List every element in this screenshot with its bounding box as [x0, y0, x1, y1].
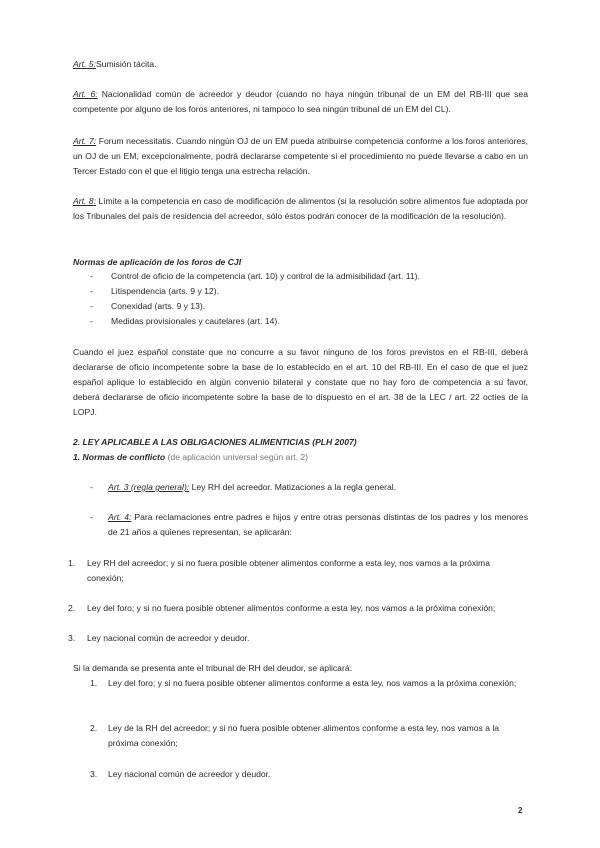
list-number: 3.	[90, 769, 98, 779]
subheading-note: (de aplicación universal según art. 2)	[165, 452, 309, 462]
list-item	[90, 767, 528, 782]
list-text: Ley nacional común de acreedor y deudor.	[108, 769, 271, 779]
list-number: 1.	[68, 558, 76, 568]
section2-heading: 2. LEY APLICABLE A LAS OBLIGACIONES ALIMENTICIAS (PLH 2007)	[73, 437, 357, 447]
list-number: 2.	[68, 603, 76, 613]
art3-body	[90, 480, 528, 495]
article-label: Art. 3 (regla general):	[108, 482, 190, 492]
list-item	[68, 556, 528, 586]
article-label: Art. 6:	[73, 89, 98, 99]
article-text: Forum necessitatis. Cuando ningún OJ de un EM pueda atribuirse competencia conforme a los foros anteriores, un OJ de un EM, excepcionalmente, podrá declararse competente si el procedimiento no puede llevarse a cabo en un Tercer Estado con el que el litigio tenga una estrecha relación.	[73, 136, 528, 176]
list-item	[90, 676, 528, 691]
art3-item	[90, 480, 528, 495]
art4-body	[90, 510, 528, 540]
list-number: 2.	[90, 723, 98, 733]
list-text: Ley del foro; y si no fuera posible obtener alimentos conforme a esta ley, nos vamos a la próxima conexión;	[87, 603, 496, 613]
list-number: 1.	[90, 678, 98, 688]
article-label: Art. 4:	[108, 512, 132, 522]
page-number: 2	[518, 806, 523, 815]
list-text: Ley del foro; y si no fuera posible obtener alimentos conforme a esta ley, nos vamos a la próxima conexión;	[108, 678, 517, 688]
article-7	[73, 134, 528, 179]
article-label: Art. 7:	[73, 136, 97, 146]
article-text: Para reclamaciones entre padres e hijos y entre otras personas distintas de los padres y los menores de 21 años a quienes representan, se aplicarán:	[108, 512, 528, 537]
demanda-intro: Si la demanda se presenta ante el tribunal de RH del deudor, se aplicará:	[73, 663, 352, 673]
subheading-title: 1. Normas de conflicto	[73, 452, 166, 462]
normas-list	[73, 269, 528, 329]
article-6	[73, 87, 528, 117]
list-item	[68, 601, 528, 616]
list-item: - Litispendencia (arts. 9 y 12).	[73, 284, 528, 299]
section2-subheading	[73, 450, 528, 465]
article-label: Art. 5:	[73, 59, 96, 69]
article-text: Nacionalidad común de acreedor y deudor (cuando no haya ningún tribunal de un EM del RB-III que sea competente por alguno de los foros anteriores, ni tampoco lo sea ningún tribunal de un EM del CL).	[73, 89, 528, 114]
article-5	[73, 57, 528, 72]
list-number: 3.	[68, 633, 76, 643]
article-text: Límite a la competencia en caso de modificación de alimentos (si la resolución sobre alimentos fue adoptada por los Tribunales del país de residencia del acreedor, sólo éstos podrán conocer de la modificación de la resolución).	[73, 196, 528, 221]
list-item: - Medidas provisionales y cautelares (art. 14).	[73, 314, 528, 329]
article-text: Ley RH del acreedor. Matizaciones a la regla general.	[189, 482, 397, 492]
list-text: Ley RH del acreedor; y si no fuera posible obtener alimentos conforme a esta ley, nos vamos a la próxima conexión;	[87, 558, 490, 583]
article-8	[73, 194, 528, 224]
list-item: - Control de oficio de la competencia (art. 10) y control de la admisibilidad (art. 11).	[73, 269, 528, 284]
article-label: Art. 8:	[73, 196, 96, 206]
dash-bullet: -	[90, 482, 93, 492]
list-text: Ley nacional común de acreedor y deudor.	[87, 633, 250, 643]
list-item: - Conexidad (arts. 9 y 13).	[73, 299, 528, 314]
list-item	[68, 631, 528, 646]
dash-bullet: -	[90, 512, 93, 522]
article-text: Sumisión tácita.	[95, 59, 157, 69]
normas-heading: Normas de aplicación de los foros de CJI	[73, 257, 242, 267]
juez-paragraph: Cuando el juez español constate que no concurre a su favor ninguno de los foros previstos en el RB-III, deberá declararse de oficio incompetente sobre la base de lo establecido en el art. 10 del RB-III. En el caso de que el juez español aplique lo establecido en algún convenio bilateral y constate que no hay foro de competencia a su favor, deberá declararse de oficio incompetente sobre la base de lo dispuesto en el art. 38 de la LEC / art. 22 octies de la LOPJ.	[73, 347, 528, 417]
art4-item	[90, 510, 528, 540]
list-text: Ley de la RH del acreedor; y si no fuera posible obtener alimentos conforme a esta ley, nos vamos a la próxima conexión;	[108, 723, 500, 748]
list-item	[90, 721, 528, 751]
